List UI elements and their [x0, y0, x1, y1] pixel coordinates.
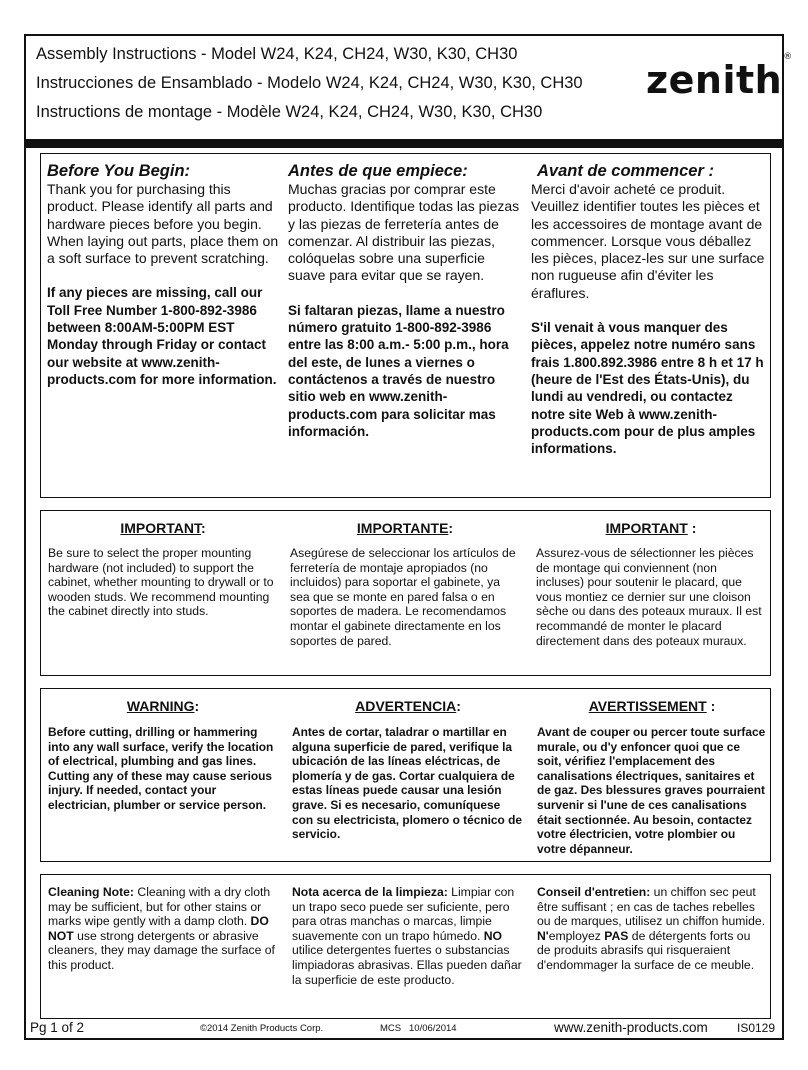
warning-english: WARNING: Before cutting, drilling or hammering into any wall surface, verify the location of electrical, plumbing and gas lines. Cutting any of these may cause serious injury. If needed, contact your electrician, plumber or service person.	[48, 698, 278, 813]
important-english: IMPORTANT: Be sure to select the proper mounting hardware (not included) to support the cabinet, whether mounting to drywall or to wooden studs. We recommend mounting the cabinet directly into studs.	[48, 520, 278, 619]
warning-french: AVERTISSEMENT : Avant de couper ou percer toute surface murale, ou d'y enfoncer quoi que ce soit, vérifiez l'emplacement des canalisations électriques, sanitaires et de gaz. Des blessures graves pourraient survenir si l'une de ces canalisations était sectionnée. Au besoin, contactez votre électricien, votre plombier ou votre dépanneur.	[537, 698, 766, 856]
copyright: ©2014 Zenith Products Corp.	[200, 1023, 324, 1034]
cleaning-en-label: Cleaning Note:	[48, 885, 134, 899]
warning-en-body: Before cutting, drilling or hammering into any wall surface, verify the location of electrical, plumbing and gas lines. Cutting any of these may cause serious injury. If needed, contact your electrician, plumber or service person.	[48, 725, 274, 812]
registered-mark: ®	[783, 52, 793, 63]
logo-text: zenith	[646, 58, 783, 102]
cleaning-es-post: utilice detergentes fuertes o substancias limpiadoras abrasivas. Ellas pueden dañar la superficie de este producto.	[292, 943, 522, 987]
cleaning-fr-label: Conseil d'entretien:	[537, 885, 651, 899]
cleaning-es-label: Nota acerca de la limpieza:	[292, 885, 448, 899]
title-french: Instructions de montage - Modèle W24, K24, CH24, W30, K30, CH30	[36, 103, 543, 121]
cleaning-en-strong: DO NOT	[48, 914, 269, 943]
begin-english	[47, 162, 279, 388]
cleaning-en-pre: Cleaning with a dry cloth may be sufficient, but for other stains or marks wipe gently with a damp cloth.	[48, 885, 271, 929]
begin-spanish	[288, 162, 522, 440]
cleaning-spanish	[292, 885, 524, 987]
important-en-body: Be sure to select the proper mounting hardware (not included) to support the cabinet, whether mounting to drywall or to wooden studs. We recommend mounting the cabinet directly into studs.	[48, 546, 274, 619]
title-english: Assembly Instructions - Model W24, K24, CH24, W30, K30, CH30	[36, 45, 518, 63]
begin-es-body: Muchas gracias por comprar este producto. Identifique todas las piezas y las piezas de ferretería antes de comenzar. Al distribuir las piezas, colóquelas sobre una superficie suave para evitar que se rayen.	[288, 181, 520, 284]
important-en-title: IMPORTANT	[120, 520, 201, 536]
document-code: IS0129	[737, 1021, 776, 1035]
cleaning-english	[48, 885, 276, 973]
warning-spanish: ADVERTENCIA: Antes de cortar, taladrar o martillar en alguna superficie de pared, verifique la ubicación de las líneas eléctricas, de plomería y de gas. Cortar cualquiera de estas líneas puede causar una lesión grave. Si es necesario, comuníquese con su electricista, plomero o técnico de servicio.	[292, 698, 524, 842]
cleaning-fr-strong: N'	[537, 928, 549, 943]
begin-fr-title: Avant de commencer :	[537, 162, 714, 180]
mcs-date: MCS 10/06/2014	[380, 1023, 457, 1034]
cleaning-fr-mid: employez	[548, 928, 605, 943]
warning-es-title: ADVERTENCIA	[355, 698, 457, 714]
begin-french	[531, 162, 765, 457]
begin-es-missing: Si faltaran piezas, llame a nuestro número gratuito 1-800-892-3986 entre las 8:00 a.m.- 5:00 p.m., hora del este, de lunes a viernes o contáctenos a través de nuestro sitio web en www.zenith-products.com para solicitar mas información.	[288, 302, 509, 439]
important-fr-body: Assurez-vous de sélectionner les pièces de montage qui conviennent (non incluses) pour soutenir le placard, que vous montiez ce dernier sur une cloison sèche ou dans des poteaux muraux. Il est recommandé de monter le placard directement dans des poteaux muraux.	[536, 546, 762, 648]
warning-en-title: WARNING	[126, 698, 195, 714]
website-link[interactable]: www.zenith-products.com	[554, 1020, 708, 1035]
important-es-body: Asegúrese de seleccionar los artículos de ferretería de montaje apropiados (no incluidos) para soportar el gabinete, ya sea que se monte en pared falsa o en soportes de madera. Le recomendamos montar el gabinete directamente en los soportes de pared.	[290, 546, 516, 648]
warning-es-body: Antes de cortar, taladrar o martillar en alguna superficie de pared, verifique la ubicación de las líneas eléctricas, de plomería y de gas. Cortar cualquiera de estas líneas puede causar una lesión grave. Si es necesario, comuníquese con su electricista, plomero o técnico de servicio.	[292, 725, 522, 842]
cleaning-fr-strong2: PAS	[604, 928, 629, 943]
cleaning-french	[537, 885, 767, 973]
begin-es-title: Antes de que empiece:	[288, 162, 468, 180]
begin-en-title: Before You Begin:	[47, 162, 191, 180]
cleaning-es-strong: NO	[483, 928, 503, 943]
cleaning-en-post: use strong detergents or abrasive cleaners, they may damage the surface of this product.	[48, 928, 275, 972]
title-spanish: Instrucciones de Ensamblado - Modelo W24, K24, CH24, W30, K30, CH30	[36, 74, 583, 92]
important-fr-title: IMPORTANT	[605, 520, 688, 536]
begin-fr-missing: S'il venait à vous manquer des pièces, appelez notre numéro sans frais 1.800.892.3986 entre 8 h et 17 h (heure de l'Est des États-Unis), du lundi au vendredi, ou contactez notre site Web à www.zenith-products.com pour de plus amples informations.	[531, 320, 764, 457]
warning-fr-title: AVERTISSEMENT	[588, 698, 707, 714]
begin-en-body: Thank you for purchasing this product. Please identify all parts and hardware pieces before you begin. When laying out parts, place them on a soft surface to prevent scratching.	[47, 181, 279, 267]
important-es-title: IMPORTANTE	[356, 520, 449, 536]
warning-fr-body: Avant de couper ou percer toute surface murale, ou d'y enfoncer quoi que ce soit, vérifiez l'emplacement des canalisations électriques, sanitaires et de gaz. Des blessures graves pourraient survenir si l'une de ces canalisations était sectionnée. Au besoin, contactez votre électricien, votre plombier ou votre dépanneur.	[537, 725, 766, 856]
cleaning-fr-pre: un chiffon sec peut être suffisant ; en cas de taches rebelles ou de marques, utilisez un chiffon humide.	[537, 885, 766, 929]
cleaning-es-pre: Limpiar con un trapo seco puede ser suficiente, pero para otras manchas o marcas, limpie suavemente con un trapo húmedo.	[292, 885, 515, 943]
header-rule	[24, 139, 784, 148]
cleaning-fr-post: de détergents forts ou de produits abrasifs qui risqueraient d'endommager la surface de ce meuble.	[537, 928, 755, 972]
begin-en-missing: If any pieces are missing, call our Toll Free Number 1-800-892-3986 between 8:00AM-5:00PM EST Monday through Friday or contact our website at www.zenith-products.com for more information.	[47, 285, 277, 387]
page-number: Pg 1 of 2	[30, 1020, 85, 1035]
zenith-logo	[646, 52, 793, 102]
important-spanish: IMPORTANTE: Asegúrese de seleccionar los artículos de ferretería de montaje apropiados (no incluidos) para soportar el gabinete, ya sea que se monte en pared falsa o en soportes de madera. Le recomendamos montar el gabinete directamente en los soportes de pared.	[290, 520, 520, 648]
important-french: IMPORTANT : Assurez-vous de sélectionner les pièces de montage qui conviennent (non incluses) pour soutenir le placard, que vous montiez ce dernier sur une cloison sèche ou dans des poteaux muraux. Il est recommandé de monter le placard directement dans des poteaux muraux.	[536, 520, 766, 648]
begin-fr-body: Merci d'avoir acheté ce produit. Veuillez identifier toutes les pièces et les accessoires de montage avant de commencer. Lorsque vous déballez les pièces, placez-les sur une surface non rugueuse afin d'éviter les éraflures.	[531, 181, 765, 301]
